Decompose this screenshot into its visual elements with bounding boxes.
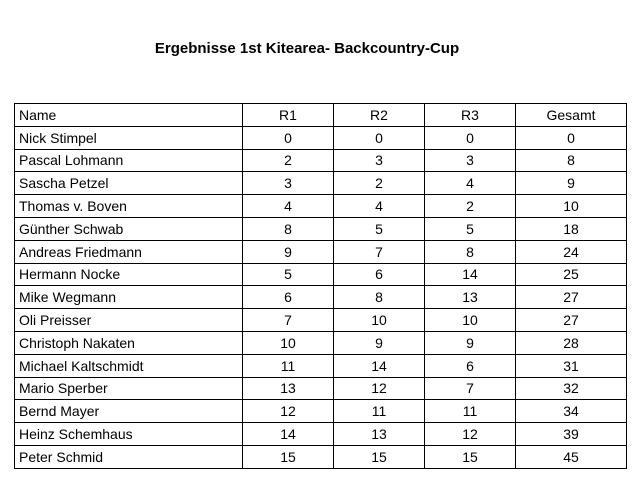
cell-r1: 4 [243,195,334,218]
cell-name: Mike Wegmann [15,286,243,309]
cell-total: 25 [516,263,627,286]
cell-r2: 14 [334,354,425,377]
cell-r2: 8 [334,286,425,309]
cell-total: 27 [516,286,627,309]
table-row [15,240,627,263]
cell-total: 32 [516,377,627,400]
cell-total: 31 [516,354,627,377]
cell-total: 24 [516,240,627,263]
cell-name: Thomas v. Boven [15,195,243,218]
table-row [15,149,627,172]
cell-r2: 2 [334,172,425,195]
cell-r1: 15 [243,445,334,468]
cell-total: 39 [516,423,627,446]
cell-r1: 8 [243,217,334,240]
cell-r1: 5 [243,263,334,286]
cell-name: Heinz Schemhaus [15,423,243,446]
table-row [15,126,627,149]
cell-name: Hermann Nocke [15,263,243,286]
cell-r1: 6 [243,286,334,309]
cell-r3: 15 [425,445,516,468]
cell-r3: 12 [425,423,516,446]
table-row [15,423,627,446]
cell-total: 27 [516,309,627,332]
cell-r1: 14 [243,423,334,446]
table-row [15,377,627,400]
cell-r3: 13 [425,286,516,309]
cell-r3: 6 [425,354,516,377]
cell-total: 9 [516,172,627,195]
cell-r2: 10 [334,309,425,332]
results-table-body [15,104,627,469]
cell-r2: 3 [334,149,425,172]
table-row [15,172,627,195]
cell-name: Sascha Petzel [15,172,243,195]
cell-r2: 9 [334,331,425,354]
cell-name: Christoph Nakaten [15,331,243,354]
cell-total: 18 [516,217,627,240]
cell-name: Michael Kaltschmidt [15,354,243,377]
cell-r2: 13 [334,423,425,446]
cell-r3: 2 [425,195,516,218]
cell-r3: 10 [425,309,516,332]
cell-name: Oli Preisser [15,309,243,332]
cell-r2: 15 [334,445,425,468]
table-header-row [15,104,627,127]
cell-r1: 10 [243,331,334,354]
cell-r3: 4 [425,172,516,195]
header-total: Gesamt [516,104,627,127]
header-r3: R3 [425,104,516,127]
cell-r3: 9 [425,331,516,354]
header-r2: R2 [334,104,425,127]
cell-r1: 9 [243,240,334,263]
table-row [15,400,627,423]
cell-total: 10 [516,195,627,218]
cell-r2: 11 [334,400,425,423]
cell-name: Bernd Mayer [15,400,243,423]
cell-r1: 7 [243,309,334,332]
cell-total: 28 [516,331,627,354]
cell-r2: 6 [334,263,425,286]
cell-total: 45 [516,445,627,468]
cell-r3: 5 [425,217,516,240]
results-table [14,103,627,469]
cell-total: 0 [516,126,627,149]
cell-r3: 14 [425,263,516,286]
cell-total: 34 [516,400,627,423]
table-row [15,217,627,240]
cell-r1: 12 [243,400,334,423]
cell-name: Mario Sperber [15,377,243,400]
page-title: Ergebnisse 1st Kitearea- Backcountry-Cup [154,40,460,57]
cell-r2: 5 [334,217,425,240]
cell-r1: 11 [243,354,334,377]
header-name: Name [15,104,243,127]
cell-r3: 0 [425,126,516,149]
table-row [15,331,627,354]
table-row [15,309,627,332]
cell-r1: 2 [243,149,334,172]
cell-r1: 13 [243,377,334,400]
header-r1: R1 [243,104,334,127]
cell-name: Andreas Friedmann [15,240,243,263]
cell-r2: 7 [334,240,425,263]
cell-r2: 0 [334,126,425,149]
cell-r2: 4 [334,195,425,218]
cell-r1: 0 [243,126,334,149]
cell-r1: 3 [243,172,334,195]
cell-r3: 8 [425,240,516,263]
cell-name: Peter Schmid [15,445,243,468]
table-row [15,195,627,218]
cell-name: Nick Stimpel [15,126,243,149]
table-row [15,286,627,309]
cell-name: Günther Schwab [15,217,243,240]
table-row [15,354,627,377]
table-row [15,445,627,468]
cell-r3: 11 [425,400,516,423]
cell-r3: 3 [425,149,516,172]
cell-name: Pascal Lohmann [15,149,243,172]
cell-total: 8 [516,149,627,172]
cell-r3: 7 [425,377,516,400]
table-row [15,263,627,286]
cell-r2: 12 [334,377,425,400]
